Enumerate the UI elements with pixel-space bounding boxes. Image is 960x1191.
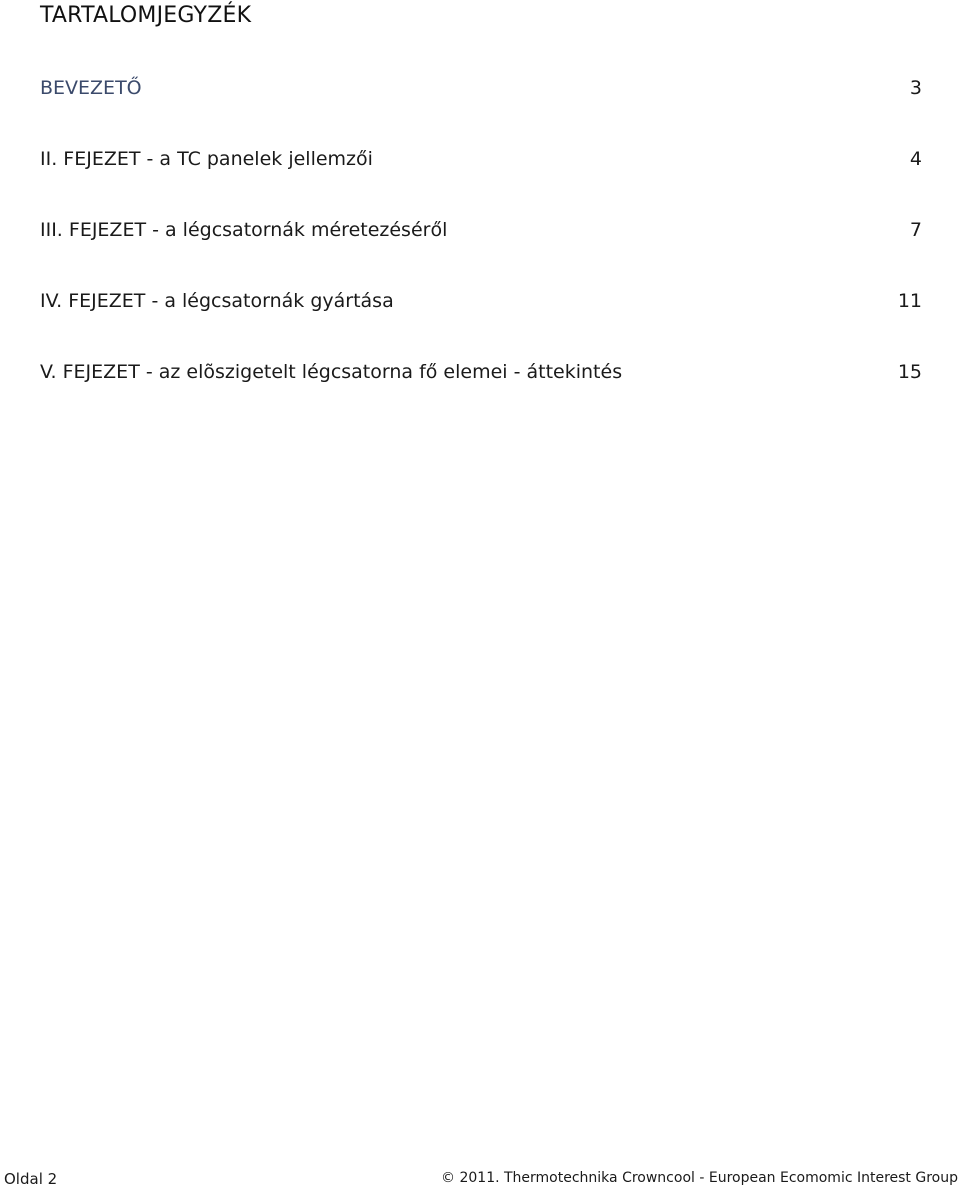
toc-entry-chapter-3[interactable] [40,216,922,287]
toc-entry-page: 15 [897,361,922,383]
toc-entry-chapter-2[interactable] [40,145,922,216]
toc-entry-chapter-4[interactable] [40,287,922,358]
toc-entry-title: BEVEZETŐ [40,77,142,99]
footer-page-number: Oldal 2 [4,1170,58,1188]
toc-entry-title: V. FEJEZET - az elõszigetelt légcsatorna fő elemei - áttekintés [40,361,623,383]
toc-entry-page: 7 [909,219,922,241]
toc-entry-title: II. FEJEZET - a TC panelek jellemzői [40,148,373,170]
toc-entry-page: 11 [897,290,922,312]
toc-entry-chapter-5[interactable] [40,358,922,429]
toc-entry-page: 3 [909,77,922,99]
toc-entry-title: IV. FEJEZET - a légcsatornák gyártása [40,290,394,312]
page-title: TARTALOMJEGYZÉK [40,3,252,28]
footer-copyright: © 2011. Thermotechnika Crowncool - European Ecomomic Interest Group [441,1170,958,1186]
table-of-contents [40,74,922,429]
toc-entry-bevezeto[interactable] [40,74,922,145]
toc-entry-page: 4 [909,148,922,170]
toc-entry-title: III. FEJEZET - a légcsatornák méretezéséről [40,219,448,241]
